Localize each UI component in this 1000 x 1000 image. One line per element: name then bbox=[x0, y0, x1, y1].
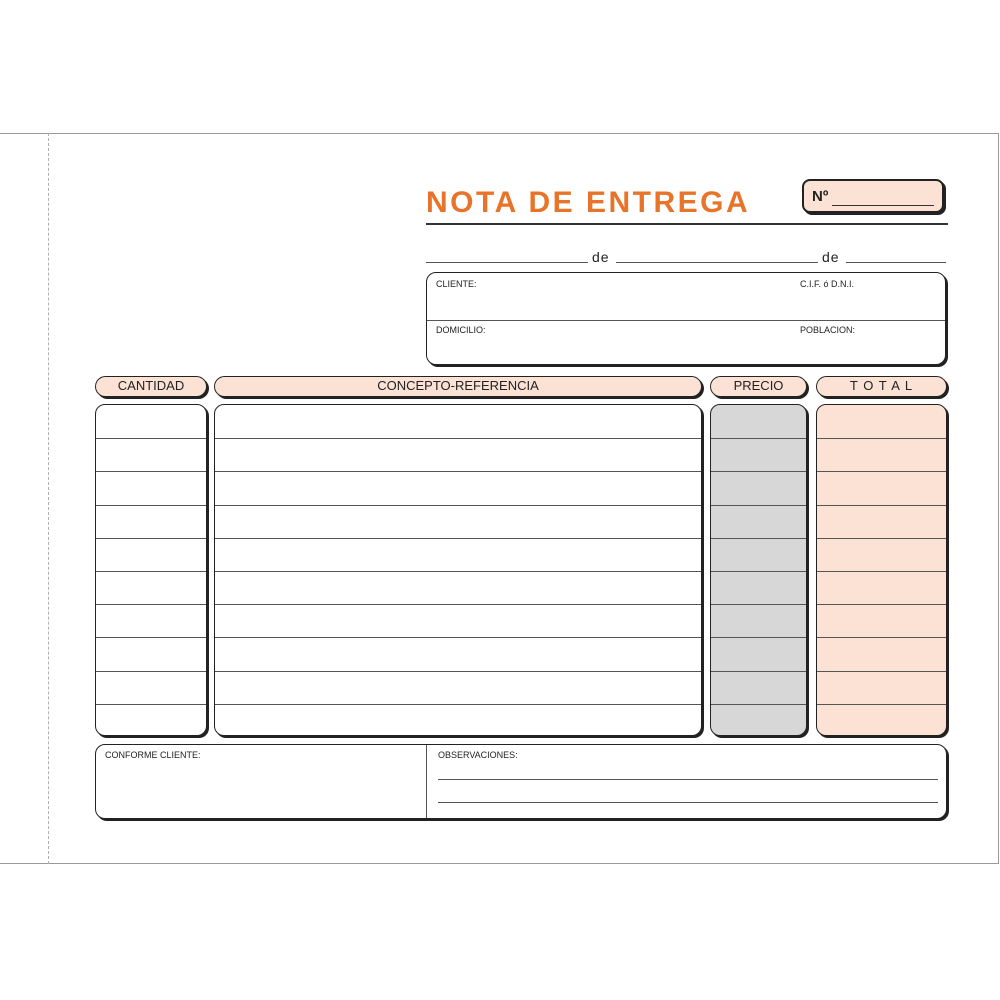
title-underline bbox=[426, 223, 948, 225]
table-row-line bbox=[215, 571, 701, 572]
observaciones-line-2[interactable] bbox=[438, 802, 938, 803]
table-row-line bbox=[711, 671, 806, 672]
table-row-line bbox=[711, 604, 806, 605]
table-row-line bbox=[215, 538, 701, 539]
table-row-line bbox=[711, 505, 806, 506]
observaciones-line-1[interactable] bbox=[438, 779, 938, 780]
table-row-line bbox=[96, 438, 206, 439]
table-row-line bbox=[817, 704, 946, 705]
table-row-line bbox=[96, 671, 206, 672]
table-row-line bbox=[96, 571, 206, 572]
table-row-line bbox=[96, 538, 206, 539]
table-row-line bbox=[215, 671, 701, 672]
footer-box bbox=[95, 744, 947, 819]
table-row-line bbox=[711, 471, 806, 472]
table-row-line bbox=[817, 637, 946, 638]
footer-divider bbox=[426, 745, 427, 818]
table-row-line bbox=[817, 471, 946, 472]
table-row-line bbox=[215, 637, 701, 638]
header-cantidad: CANTIDAD bbox=[95, 376, 207, 397]
table-row-line bbox=[96, 704, 206, 705]
date-day-line[interactable] bbox=[426, 262, 588, 263]
document-number-box[interactable] bbox=[802, 179, 944, 213]
table-row-line bbox=[215, 604, 701, 605]
table-row-line bbox=[817, 505, 946, 506]
conforme-cliente-label: CONFORME CLIENTE: bbox=[105, 750, 201, 760]
number-field-line bbox=[832, 205, 934, 206]
date-de-label-2: de bbox=[822, 249, 840, 265]
column-total[interactable] bbox=[816, 404, 947, 736]
header-total: T O T A L bbox=[816, 376, 947, 397]
date-de-label-1: de bbox=[592, 249, 610, 265]
perforation-line bbox=[48, 133, 49, 864]
column-precio[interactable] bbox=[710, 404, 807, 736]
column-cantidad[interactable] bbox=[95, 404, 207, 736]
table-row-line bbox=[96, 637, 206, 638]
table-row-line bbox=[817, 671, 946, 672]
table-row-line bbox=[711, 637, 806, 638]
client-box-divider bbox=[427, 320, 945, 321]
table-row-line bbox=[711, 538, 806, 539]
table-row-line bbox=[96, 505, 206, 506]
header-precio: PRECIO bbox=[710, 376, 807, 397]
date-month-line[interactable] bbox=[616, 262, 818, 263]
number-label: Nº bbox=[812, 188, 829, 205]
table-row-line bbox=[817, 538, 946, 539]
table-row-line bbox=[215, 704, 701, 705]
table-row-line bbox=[215, 505, 701, 506]
observaciones-label: OBSERVACIONES: bbox=[438, 750, 518, 760]
table-row-line bbox=[215, 471, 701, 472]
date-year-line[interactable] bbox=[846, 262, 946, 263]
header-concepto: CONCEPTO-REFERENCIA bbox=[214, 376, 702, 397]
cliente-label: CLIENTE: bbox=[436, 279, 477, 289]
table-row-line bbox=[96, 604, 206, 605]
table-row-line bbox=[711, 438, 806, 439]
table-row-line bbox=[817, 438, 946, 439]
poblacion-label: POBLACION: bbox=[800, 325, 856, 335]
cif-label: C.I.F. ó D.N.I. bbox=[800, 279, 855, 289]
table-row-line bbox=[215, 438, 701, 439]
table-row-line bbox=[711, 571, 806, 572]
table-row-line bbox=[711, 704, 806, 705]
document-title: NOTA DE ENTREGA bbox=[426, 186, 751, 219]
table-row-line bbox=[96, 471, 206, 472]
table-row-line bbox=[817, 571, 946, 572]
domicilio-label: DOMICILIO: bbox=[436, 325, 486, 335]
client-info-box bbox=[426, 272, 946, 365]
table-row-line bbox=[817, 604, 946, 605]
column-concepto[interactable] bbox=[214, 404, 702, 736]
